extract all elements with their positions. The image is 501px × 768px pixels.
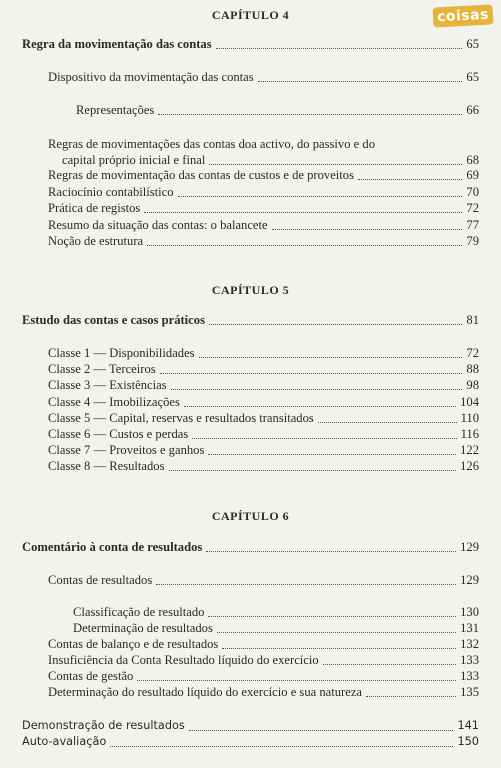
toc-entry-title: Classe 6 — Custos e perdas: [48, 427, 189, 441]
toc-entry-page: 88: [466, 362, 479, 376]
dot-leader: [158, 114, 462, 115]
toc-entry-title: Comentário à conta de resultados: [22, 540, 203, 554]
toc-entry-title: Resumo da situação das contas: o balancete: [48, 218, 268, 232]
toc-entry-title: Regra da movimentação das contas: [22, 37, 212, 51]
toc-entry-title: Raciocínio contabilístico: [48, 185, 174, 199]
toc-entry[interactable]: [62, 153, 479, 168]
toc-entry-title: Representações: [76, 103, 155, 117]
dot-leader: [208, 616, 456, 617]
dot-leader: [217, 632, 456, 633]
toc-entry[interactable]: [48, 427, 479, 442]
dot-leader: [318, 422, 457, 423]
toc-entry-title: Classe 7 — Proveitos e ganhos: [48, 443, 205, 457]
toc-entry[interactable]: [48, 346, 479, 361]
toc-entry[interactable]: [73, 621, 479, 636]
toc-entry-title: Contas de gestão: [48, 669, 134, 683]
dot-leader: [323, 664, 456, 665]
toc-entry-page: 79: [466, 234, 479, 248]
toc-entry-page: 129: [460, 540, 479, 554]
toc-entry[interactable]: [48, 443, 479, 458]
toc-entry[interactable]: [48, 411, 479, 426]
toc-entry-page: 72: [466, 201, 479, 215]
toc-entry-title: Classe 8 — Resultados: [48, 459, 165, 473]
toc-entry[interactable]: [48, 70, 479, 85]
toc-entry[interactable]: [48, 201, 479, 216]
toc-entry-page: 135: [460, 685, 479, 699]
toc-entry-title: Demonstração de resultados: [22, 719, 185, 732]
dot-leader: [137, 680, 456, 681]
dot-leader: [110, 746, 453, 747]
toc-entry-title: Insuficiência da Conta Resultado líquido do exercício: [48, 653, 319, 667]
toc-entry[interactable]: [22, 734, 479, 749]
toc-entry[interactable]: [48, 459, 479, 474]
toc-entry-page: 104: [460, 395, 479, 409]
dot-leader: [258, 81, 463, 82]
toc-entry-page: 131: [460, 621, 479, 635]
dot-leader: [208, 454, 456, 455]
toc-entry[interactable]: [48, 573, 479, 588]
toc-entry-title: Determinação do resultado líquido do exercício e sua natureza: [48, 685, 363, 699]
toc-entry-title: Classe 5 — Capital, reservas e resultados transitados: [48, 411, 314, 425]
toc-entry-page: 129: [460, 573, 479, 587]
toc-entry-title: Prática de registos: [48, 201, 141, 215]
dot-leader: [199, 357, 463, 358]
dot-leader: [160, 373, 463, 374]
chapter-4-heading: CAPÍTULO 4: [211, 8, 290, 22]
toc-entry-page: 66: [466, 103, 479, 117]
toc-entry-title: Contas de balanço e de resultados: [48, 637, 219, 651]
toc-entry-page: 70: [466, 185, 479, 199]
toc-entry[interactable]: [48, 653, 479, 668]
toc-entry[interactable]: [22, 313, 479, 328]
toc-entry-page: 77: [466, 218, 479, 232]
toc-entry[interactable]: [48, 218, 479, 233]
dot-leader: [178, 196, 463, 197]
dot-leader: [171, 389, 463, 390]
toc-entry[interactable]: [48, 395, 479, 410]
chapter-6-heading: CAPÍTULO 6: [211, 509, 290, 523]
toc-entry-page: 133: [460, 653, 479, 667]
toc-entry[interactable]: [48, 669, 479, 684]
dot-leader: [147, 245, 462, 246]
toc-entry-page: 69: [466, 168, 479, 182]
toc-entry-title: Contas de resultados: [48, 573, 153, 587]
toc-entry[interactable]: [76, 103, 479, 118]
toc-entry-title: Classe 4 — Imobilizações: [48, 395, 180, 409]
toc-entry-title-line: Regras de movimentações das contas doa activo, do passivo e do: [48, 137, 376, 151]
toc-entry[interactable]: [48, 185, 479, 200]
toc-entry[interactable]: [73, 605, 479, 620]
toc-entry[interactable]: [48, 685, 479, 700]
dot-leader: [222, 648, 456, 649]
dot-leader: [272, 229, 463, 230]
toc-entry-page: 133: [460, 669, 479, 683]
toc-entry-title: Auto-avaliação: [22, 735, 107, 748]
toc-entry-title: Noção de estrutura: [48, 234, 144, 248]
dot-leader: [358, 179, 462, 180]
dot-leader: [156, 584, 456, 585]
dot-leader: [216, 48, 463, 49]
toc-entry-page: 130: [460, 605, 479, 619]
dot-leader: [209, 164, 462, 165]
coisas-stamp-logo: coisas: [433, 4, 494, 27]
toc-entry[interactable]: [22, 718, 479, 733]
toc-entry-page: 81: [466, 313, 479, 327]
toc-entry-title: Estudo das contas e casos práticos: [22, 313, 205, 327]
toc-entry-page: 122: [460, 443, 479, 457]
toc-entry-page: 65: [466, 37, 479, 51]
dot-leader: [209, 324, 462, 325]
dot-leader: [366, 696, 456, 697]
dot-leader: [144, 212, 462, 213]
toc-entry-page: 98: [466, 378, 479, 392]
toc-entry-title: Dispositivo da movimentação das contas: [48, 70, 254, 84]
dot-leader: [206, 551, 456, 552]
dot-leader: [192, 438, 456, 439]
toc-entry-page: 65: [466, 70, 479, 84]
toc-entry-page: 72: [466, 346, 479, 360]
toc-entry-page: 110: [460, 411, 479, 425]
toc-entry[interactable]: [48, 234, 479, 249]
toc-entry[interactable]: [48, 362, 479, 377]
toc-entry-title: Determinação de resultados: [73, 621, 213, 635]
toc-entry-page: 68: [466, 153, 479, 167]
toc-entry-page: 132: [460, 637, 479, 651]
dot-leader: [169, 470, 457, 471]
chapter-5-heading: CAPÍTULO 5: [211, 283, 290, 297]
toc-entry[interactable]: [48, 637, 479, 652]
toc-entry[interactable]: [22, 540, 479, 555]
toc-entry-page: 126: [460, 459, 479, 473]
toc-entry-title: capital próprio inicial e final: [62, 153, 206, 167]
toc-entry[interactable]: [48, 168, 479, 183]
toc-entry-page: 141: [457, 719, 479, 732]
toc-entry-title: Regras de movimentação das contas de custos e de proveitos: [48, 168, 355, 182]
toc-entry[interactable]: [48, 378, 479, 393]
toc-entry-page: 116: [460, 427, 479, 441]
toc-entry-title: Classe 2 — Terceiros: [48, 362, 156, 376]
dot-leader: [184, 406, 456, 407]
toc-entry-title: Classe 1 — Disponibilidades: [48, 346, 195, 360]
toc-entry-page: 150: [457, 735, 479, 748]
toc-entry-title: Classe 3 — Existências: [48, 378, 167, 392]
toc-entry-title: Classificação de resultado: [73, 605, 205, 619]
dot-leader: [189, 730, 454, 731]
toc-entry[interactable]: [22, 37, 479, 52]
